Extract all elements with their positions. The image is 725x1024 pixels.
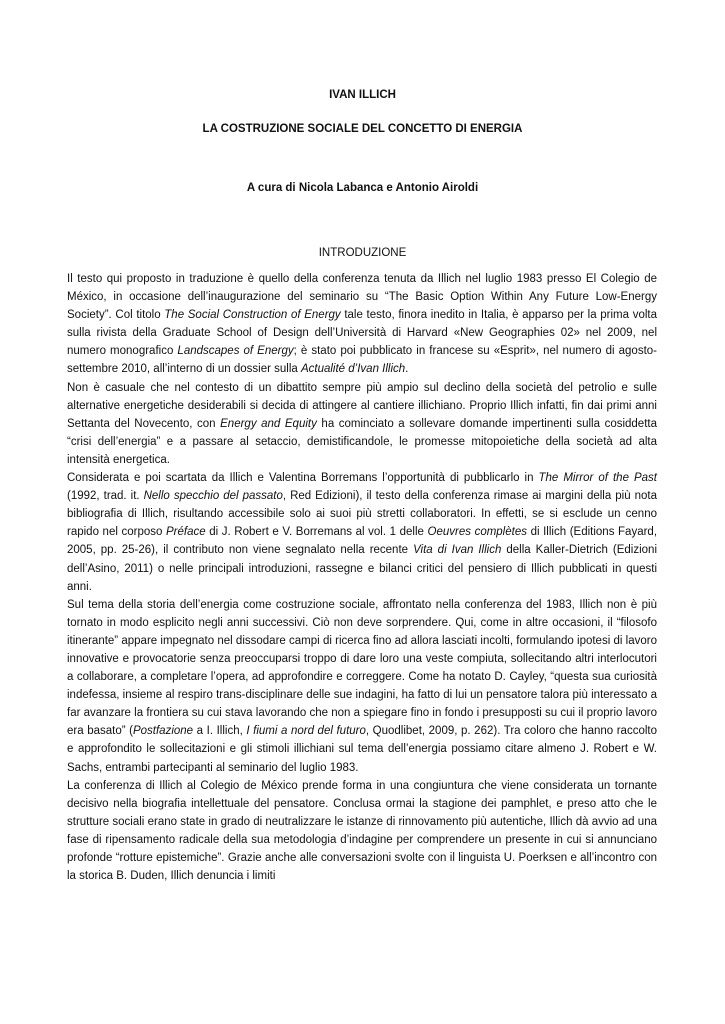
italic-text-run: Préface: [166, 526, 206, 539]
italic-text-run: The Social Construction of Energy: [164, 309, 341, 322]
text-run: Non è casuale che nel contesto di un dibattito sempre più ampio sul declino della società del petrolio e sulle alternative energetiche desiderabili si decida di attingere al cantiere illichiano. Proprio Illich infatti, fin dai primi anni Settanta del Novecento, con: [67, 381, 657, 430]
text-run: Considerata e poi scartata da Illich e Valentina Borremans l’opportunità di pubblicarlo in: [67, 472, 539, 485]
body-paragraph: [67, 469, 657, 596]
italic-text-run: Nello specchio del passato: [143, 490, 283, 503]
body-paragraph: [67, 270, 657, 379]
italic-text-run: I fiumi a nord del futuro: [246, 725, 366, 738]
italic-text-run: Postfazione: [132, 725, 194, 738]
text-run: ha cominciato a sollevare domande impertinenti sulla cosiddetta “crisi dell’energia” e a passare al setaccio, demistificandole, le promesse mitopoietiche della società ad alta intensità energetica.: [67, 417, 657, 466]
text-run: a I. Illich,: [193, 725, 247, 738]
italic-text-run: Oeuvres complètes: [427, 526, 527, 539]
text-run: Sul tema della storia dell’energia come costruzione sociale, affrontato nella conferenza del 1983, Illich non è più tornato in modo esplicito negli anni successivi. Ciò non deve sorprendere. Qui, come in altre occasioni, il “filosofo itinerante” appare impegnato nel dissodare campi di ricerca fino ad allora lasciati incolti, formulando ipotesi di lavoro innovative e provocatorie senza preoccuparsi troppo di dare loro una veste compiuta, sollecitando altri interlocutori a collaborare, a completare l’opera, ad approfondire e correggere. Come ha notato D. Cayley, “questa sua curiosità indefessa, insieme al respiro trans-disciplinare delle sue indagini, ha fatto di lui un pensatore talora più interessato a far avanzare la frontiera su cui stava lavorando che non a spiegare fino in fondo i presupposti su cui il proprio lavoro era basato” (: [67, 598, 657, 738]
text-run: di Illich (Editions Fayard, 2005, pp. 25-26), il contributo non viene segnalato nella recente: [67, 526, 658, 557]
italic-text-run: Actualité d’Ivan Illich: [300, 363, 406, 376]
body-paragraph: [67, 596, 657, 777]
text-run: , Quodlibet, 2009, p. 262). Tra coloro che hanno raccolto e approfondito le sollecitazioni e gli stimoli illichiani sul tema dell’energia possiamo citare almeno J. Robert e W. Sachs, entrambi partecipanti al seminario del luglio 1983.: [67, 725, 657, 774]
document-body: [67, 270, 657, 885]
text-run: Il testo qui proposto in traduzione è quello della conferenza tenuta da Illich nel luglio 1983 presso El Colegio de México, in occasione dell’inaugurazione del seminario su “The Basic Option Within Any Future Low-Energy Society”. Col titolo: [67, 273, 657, 322]
text-run: (1992, trad. it.: [67, 490, 144, 503]
text-run: di J. Robert e V. Borremans al vol. 1 delle: [205, 526, 428, 539]
section-heading: INTRODUZIONE: [318, 247, 407, 259]
text-run: , Red Edizioni), il testo della conferenza rimase ai margini della più nota bibliografia di Illich, risultando accessibile solo ai suoi più stretti collaboratori. In effetti, se si esclude un cenno rapido nel corposo: [67, 490, 657, 539]
italic-text-run: Energy and Equity: [220, 417, 317, 430]
body-paragraph: [67, 777, 657, 886]
body-paragraph: [67, 379, 657, 469]
text-run: della Kaller-Dietrich (Edizioni dell’Asino, 2011) o nelle principali introduzioni, rassegne e bilanci critici del pensiero di Illich pubblicati in questi anni.: [67, 544, 657, 593]
text-run: tale testo, finora inedito in Italia, è apparso per la prima volta sulla rivista della Graduate School of Design dell’Università di Harvard «New Geographies 02» nel 2009, nel numero monografico: [67, 309, 657, 358]
text-run: ; è stato poi pubblicato in francese su «Esprit», nel numero di agosto-settembre 2010, all’interno di un dossier sulla: [67, 345, 657, 376]
document-subtitle: LA COSTRUZIONE SOCIALE DEL CONCETTO DI ENERGIA: [202, 123, 523, 135]
italic-text-run: Landscapes of Energy: [177, 345, 294, 358]
document-title: IVAN ILLICH: [329, 89, 396, 101]
text-run: La conferenza di Illich al Colegio de México prende forma in una congiuntura che viene considerata un tornante decisivo nella biografia intellettuale del pensatore. Conclusa ormai la stagione dei pamphlet, e preso atto che le strutture sociali erano state in grado di neutralizzare le istanze di rinnovamento più autentiche, Illich dà avvio ad una fase di ripensamento radicale della sua metodologia d’indagine per comprendere un presente in cui si annunciano profonde “rotture epistemiche”. Grazie anche alle conversazioni svolte con il linguista U. Poerksen e all’incontro con la storica B. Duden, Illich denuncia i limiti: [67, 779, 657, 883]
italic-text-run: The Mirror of the Past: [538, 472, 657, 485]
italic-text-run: Vita di Ivan Illich: [413, 544, 502, 557]
text-run: .: [405, 363, 409, 376]
curators-line: A cura di Nicola Labanca e Antonio Airoldi: [246, 182, 479, 194]
